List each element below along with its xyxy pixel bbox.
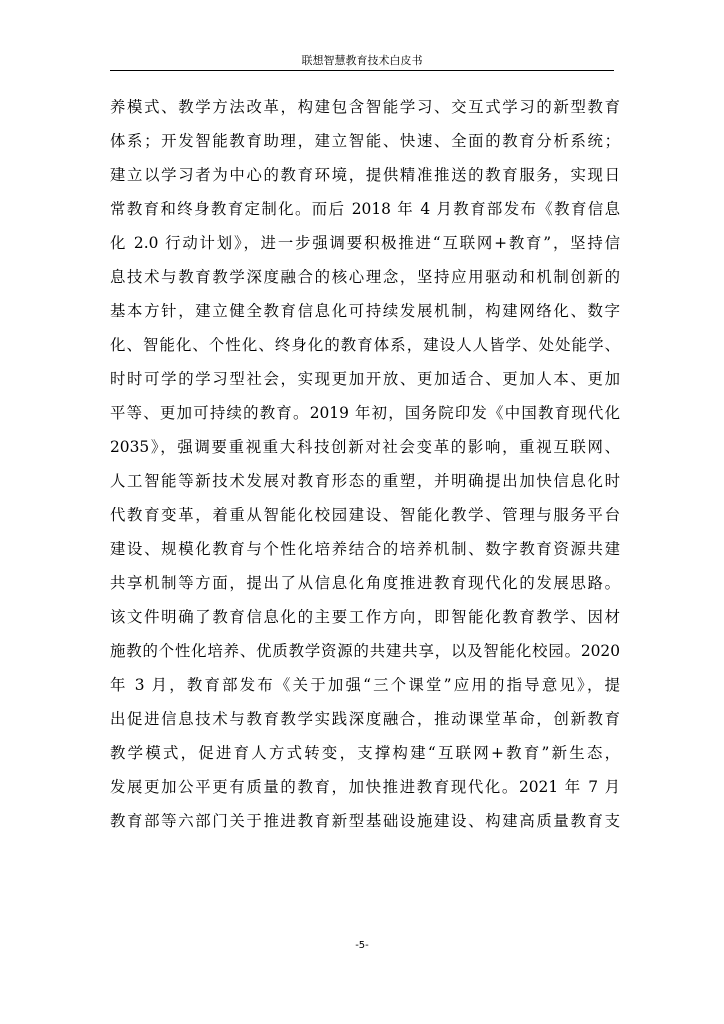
text-line: 发展更加公平更有质量的教育，加快推进教育现代化。2021 年 7 月 — [110, 778, 620, 796]
text-line: 施教的个性化培养、优质教学资源的共建共享，以及智能化校园。2020 — [110, 642, 620, 660]
text-line: 化 2.0 行动计划》，进一步强调要积极推进“互联网+教育”，坚持信 — [110, 234, 620, 252]
text-line: 息技术与教育教学深度融合的核心理念，坚持应用驱动和机制创新的 — [110, 268, 620, 286]
text-line: 基本方针，建立健全教育信息化可持续发展机制，构建网络化、数字 — [110, 302, 620, 320]
text-line: 平等、更加可持续的教育。2019 年初，国务院印发《中国教育现代化 — [110, 404, 620, 422]
running-header-title: 联想智慧教育技术白皮书 — [301, 54, 423, 67]
page-number: -5- — [355, 940, 369, 951]
header-divider — [110, 70, 614, 71]
text-line: 教学模式，促进育人方式转变，支撑构建“互联网+教育”新生态， — [110, 744, 620, 762]
text-line: 共享机制等方面，提出了从信息化角度推进教育现代化的发展思路。 — [110, 574, 620, 592]
text-line: 体系；开发智能教育助理，建立智能、快速、全面的教育分析系统； — [110, 132, 620, 150]
text-line: 代教育变革，着重从智能化校园建设、智能化教学、管理与服务平台 — [110, 506, 620, 524]
text-line: 教育部等六部门关于推进教育新型基础设施建设、构建高质量教育支 — [110, 812, 620, 830]
text-line: 建设、规模化教育与个性化培养结合的培养机制、数字教育资源共建 — [110, 540, 620, 558]
text-line: 2035》，强调要重视重大科技创新对社会变革的影响，重视互联网、 — [110, 438, 620, 456]
text-line: 年 3 月，教育部发布《关于加强“三个课堂”应用的指导意见》，提 — [110, 676, 620, 694]
text-line: 人工智能等新技术发展对教育形态的重塑，并明确提出加快信息化时 — [110, 472, 620, 490]
text-line: 建立以学习者为中心的教育环境，提供精准推送的教育服务，实现日 — [110, 166, 620, 184]
text-line: 时时可学的学习型社会，实现更加开放、更加适合、更加人本、更加 — [110, 370, 620, 388]
text-line: 养模式、教学方法改革，构建包含智能学习、交互式学习的新型教育 — [110, 98, 620, 116]
text-line: 该文件明确了教育信息化的主要工作方向，即智能化教育教学、因材 — [110, 608, 620, 626]
body-paragraph — [110, 90, 620, 838]
text-line: 常教育和终身教育定制化。而后 2018 年 4 月教育部发布《教育信息 — [110, 200, 620, 218]
text-line: 化、智能化、个性化、终身化的教育体系，建设人人皆学、处处能学、 — [110, 336, 620, 354]
text-line: 出促进信息技术与教育教学实践深度融合，推动课堂革命，创新教育 — [110, 710, 620, 728]
